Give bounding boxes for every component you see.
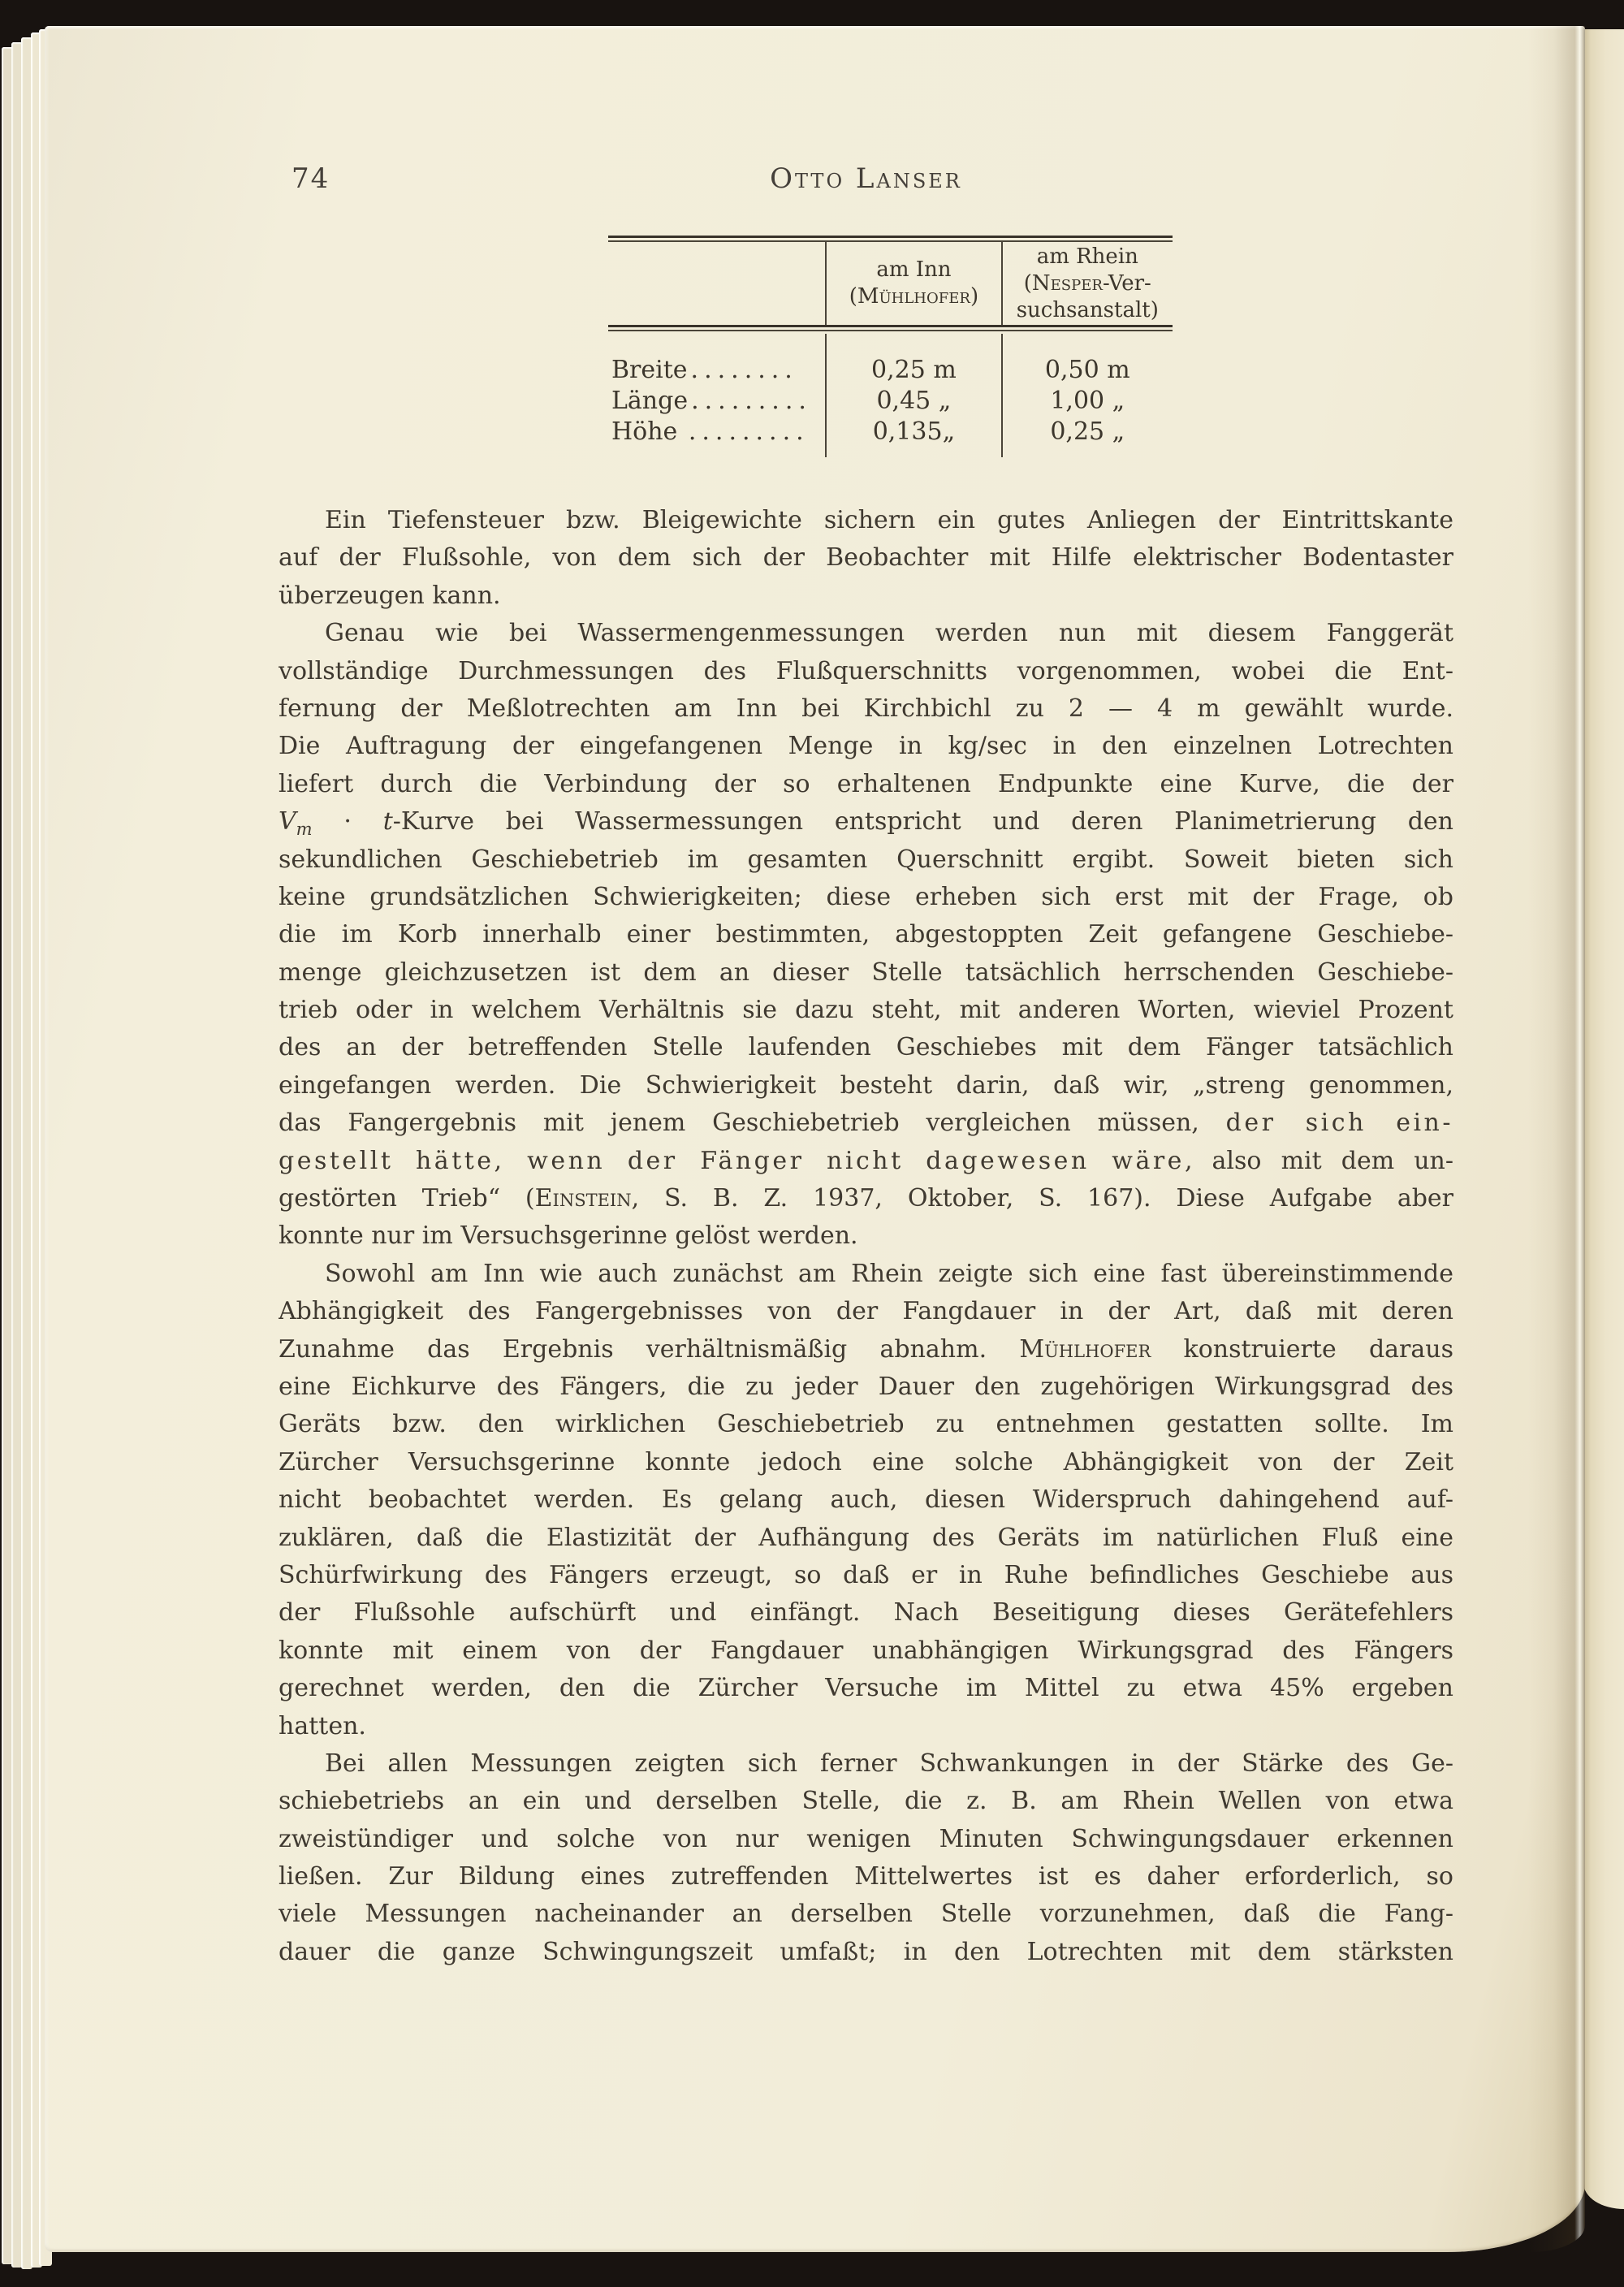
table-header-line: am Rhein [1036,244,1138,269]
text-segment: -Kurve bei Wassermessungen entspricht und deren Planimetrierung den [392,807,1453,837]
running-title: Otto Lanser [770,162,962,195]
text-line: zweistündiger und solche von nur wenigen Minuten Schwingungsdauer erkennen [279,1824,1453,1853]
text-segment: , S. B. Z. 1937, Oktober, S. 167). Diese Aufgabe aber [631,1184,1453,1213]
running-head [279,162,1453,203]
text-line: schiebetriebs an ein und derselben Stelle, die z. B. am Rhein Wellen von etwa [279,1787,1453,1816]
text-line: der Flußsohle aufschürft und einfängt. Nach Beseitigung dieses Gerätefehlers [279,1598,1453,1628]
text-line: Abhängigkeit des Fangergebnisses von der Fangdauer in der Art, daß mit deren [279,1297,1453,1326]
text-line: ließen. Zur Bildung eines zutreffenden Mittelwertes ist es daher erforderlich, so [279,1862,1453,1891]
text-segment: ( [1023,270,1032,296]
dotted-leader: ......... [691,387,812,415]
text-line [279,1331,1453,1368]
text-line: Zürcher Versuchsgerinne konnte jedoch eine solche Abhängigkeit von der Zeit [279,1447,1453,1476]
text-line: Geräts bzw. den wirklichen Geschiebetrieb zu entnehmen gestatten sollte. Im [279,1410,1453,1439]
table-body [608,331,1173,457]
sub-segment: m [296,819,313,840]
text-line: gerechnet werden, den die Zürcher Versuche im Mittel zu etwa 45% ergeben [279,1674,1453,1703]
text-line: trieb oder in welchem Verhältnis sie dazu steht, mit anderen Worten, wieviel Prozent [279,996,1453,1025]
text-segment: -Ver- [1102,270,1151,296]
text-line: Sowohl am Inn wie auch zunächst am Rhein zeigte sich eine fast übereinstimmende [325,1259,1453,1288]
sc-segment: Einstein [534,1184,632,1213]
table-header-line [1003,270,1173,297]
table-header-am-inn [825,242,1000,325]
text-line: sekundlichen Geschiebetrieb im gesamten Querschnitt ergibt. Soweit bieten sich [279,845,1453,874]
table-header-am-rhein [1001,242,1173,325]
text-line: keine grundsätzlichen Schwierigkeiten; diese erheben sich erst mit der Frage, ob [279,882,1453,911]
text-line: liefert durch die Verbindung der so erhaltenen Endpunkte eine Kurve, die der [279,769,1453,798]
table-header-row [608,242,1173,325]
body-text [279,502,1453,1971]
table-col-rhein [1001,334,1173,457]
text-line: nicht beobachtet werden. Es gelang auch, diesen Widerspruch dahingehend auf- [279,1485,1453,1515]
text-line: auf der Flußsohle, von dem sich der Beobachter mit Hilfe elektrischer Bodentaster [279,543,1453,573]
text-line [279,803,1453,841]
text-segment: Zunahme das Ergebnis verhältnismäßig abnahm. [279,1334,1020,1364]
text-line: zuklären, daß die Elastizität der Aufhängung des Geräts im natürlichen Fluß eine [279,1523,1453,1552]
sc-segment: Mühlhofer [857,284,970,309]
text-line: überzeugen kann. [279,581,501,610]
table-cell-value: 0,135„ [872,417,956,446]
text-line: Die Auftragung der eingefangenen Menge in kg/sec in den einzelnen Lotrechten [279,732,1453,761]
text-segment: ) [970,284,979,309]
table-row-label: Höhe ......... [611,417,810,446]
text-segment: ( [849,284,857,309]
book-page [45,26,1585,2252]
sc-segment: Mühlhofer [1019,1334,1151,1364]
text-line: dauer die ganze Schwingungszeit umfaßt; in den Lotrechten mit dem stärksten [279,1937,1453,1966]
text-line: Ein Tiefensteuer bzw. Bleigewichte sichern ein gutes Anliegen der Eintrittskante [325,506,1453,534]
table-col-labels [608,334,825,457]
dotted-leader: ........ [690,356,798,384]
text-line: menge gleichzusetzen ist dem an dieser Stelle tatsächlich herrschenden Geschiebe- [279,958,1453,987]
text-line [279,1143,1453,1180]
text-line: vollständige Durchmessungen des Flußquerschnitts vorgenommen, wobei die Ent- [279,656,1453,685]
table-row-label: Länge ......... [611,387,812,415]
text-line: Genau wie bei Wassermengenmessungen werden nun mit diesem Fanggerät [325,619,1453,648]
text-line: fernung der Meßlotrechten am Inn bei Kirchbichl zu 2 — 4 m gewählt wurde. [279,694,1453,723]
table-header-line: suchsanstalt) [1016,297,1159,322]
text-line: eingefangen werden. Die Schwierigkeit besteht darin, daß wir, „streng genommen, [279,1070,1453,1100]
text-line: die im Korb innerhalb einer bestimmten, abgestoppten Zeit gefangene Geschiebe- [279,920,1453,949]
sc-segment: Nesper [1031,270,1103,296]
dotted-leader: ......... [688,417,810,446]
table-cell-value: 0,25 „ [1050,417,1125,446]
sp-segment: der sich ein- [1225,1109,1453,1138]
text-line [279,1105,1453,1142]
text-line: Bei allen Messungen zeigten sich ferner Schwankungen in der Stärke des Ge- [325,1749,1453,1778]
text-segment: , also mit dem un- [1184,1146,1453,1175]
page-number: 74 [292,162,330,195]
text-line: eine Eichkurve des Fängers, die zu jeder Dauer den zugehörigen Wirkungsgrad des [279,1372,1453,1401]
text-line: des an der betreffenden Stelle laufenden Geschiebes mit dem Fänger tatsächlich [279,1033,1453,1062]
text-segment: das Fangergebnis mit jenem Geschiebetrieb vergleichen müssen, [279,1109,1226,1138]
text-line: konnte mit einem von der Fangdauer unabhängigen Wirkungsgrad des Fängers [279,1636,1453,1665]
table-header-line: am Inn [876,257,952,282]
text-segment: konstruierte daraus [1151,1334,1453,1364]
table-mid-rule [608,325,1173,331]
text-segment: gestörten Trieb“ ( [279,1184,535,1213]
table-header-stub [608,242,825,325]
table-top-rule [608,236,1173,242]
dimensions-table [608,236,1173,457]
text-segment: · [312,807,383,837]
table-header-line [827,283,1000,310]
text-line: hatten. [279,1711,366,1740]
sp-segment: gestellt hätte, wenn der Fänger nicht dagewesen wäre [279,1146,1185,1175]
it-segment: t [382,807,393,837]
opposite-page-sliver [1583,29,1624,2209]
table-cell-value: 0,25 m [871,356,957,384]
text-line: konnte nur im Versuchsgerinne gelöst werden. [279,1221,858,1251]
table-cell-value: 0,50 m [1044,356,1130,384]
table-cell-value: 1,00 „ [1050,387,1125,415]
table-col-inn [825,334,1000,457]
text-line: Schürfwirkung des Fängers erzeugt, so daß er in Ruhe befindliches Geschiebe aus [279,1560,1453,1589]
text-line: viele Messungen nacheinander an derselben Stelle vorzunehmen, daß die Fang- [279,1900,1453,1929]
it-segment: V [279,807,296,837]
table-cell-value: 0,45 „ [876,387,952,415]
table-row-label: Breite ........ [611,356,798,384]
text-line [279,1180,1453,1217]
